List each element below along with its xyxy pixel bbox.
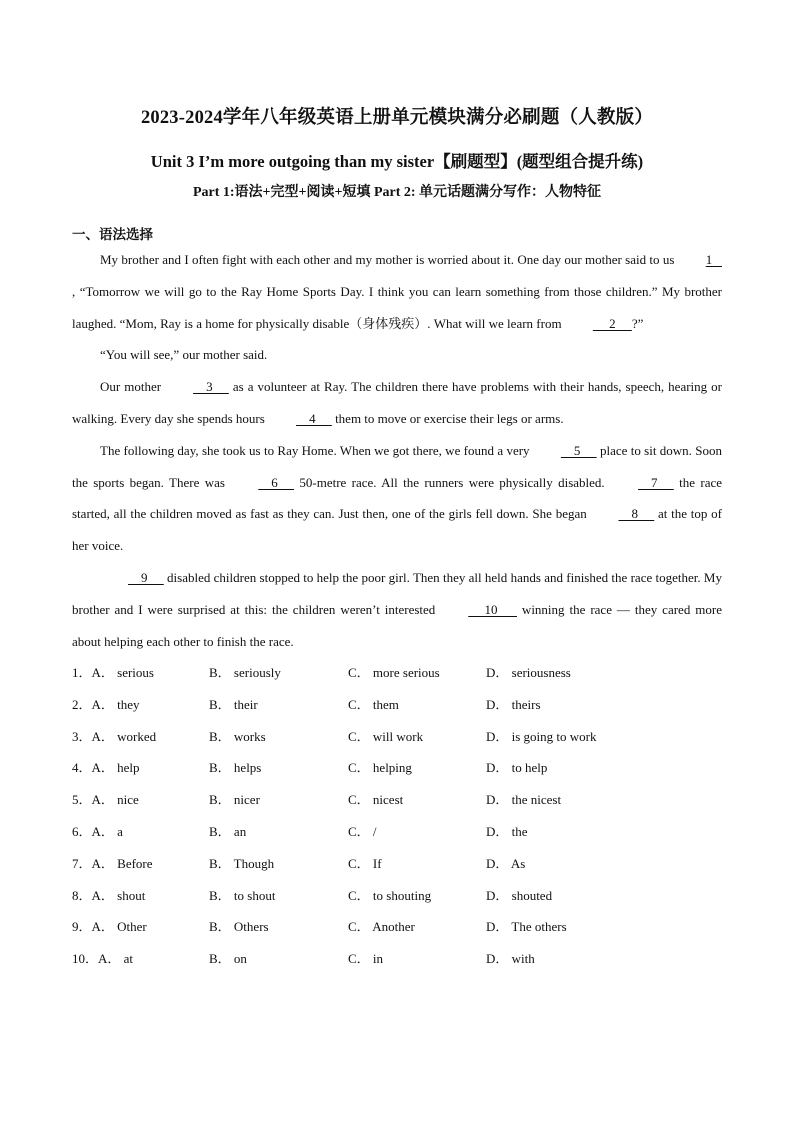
option-a-text: A． shout — [91, 887, 146, 903]
question-row — [72, 848, 722, 880]
option-a — [72, 816, 123, 848]
paragraph-3 — [72, 371, 722, 435]
paragraph-5 — [72, 562, 722, 657]
question-row — [72, 911, 722, 943]
question-row — [72, 880, 722, 912]
option-a-text: A． help — [91, 760, 140, 776]
document-title: 2023-2024学年八年级英语上册单元模块满分必刷题（人教版） — [140, 108, 654, 128]
question-row — [72, 943, 722, 975]
option-d: D． the nicest — [486, 792, 562, 808]
answer-options — [72, 657, 722, 975]
option-d: D． shouted — [486, 887, 553, 903]
option-d: D． to help — [486, 760, 548, 776]
option-a — [72, 943, 133, 975]
option-b: B． works — [209, 728, 266, 744]
option-b: B． helps — [209, 760, 262, 776]
question-number: 9． — [72, 919, 92, 935]
option-c: C． Another — [348, 919, 415, 935]
passage-text: ?” — [631, 315, 644, 331]
option-a-text: A． nice — [91, 792, 139, 808]
option-b: B． to shout — [209, 887, 276, 903]
option-c: C． to shouting — [348, 887, 432, 903]
question-number: 4． — [72, 760, 92, 776]
option-b: B． Though — [209, 855, 275, 871]
reading-passage — [72, 244, 722, 657]
option-a-text: A． serious — [91, 665, 154, 680]
paragraph-1 — [72, 244, 722, 339]
blank-5: 5 — [560, 442, 597, 458]
option-c: C． will work — [348, 728, 424, 744]
option-a — [72, 784, 139, 816]
passage-text: The following day, she took us to Ray Home. When we got there, we found a very — [100, 442, 533, 458]
section-heading: 一、语法选择 — [72, 227, 153, 242]
option-a-text: A． they — [91, 696, 140, 712]
question-number: 6． — [72, 823, 92, 839]
question-number: 5． — [72, 792, 92, 808]
blank-1: 1 — [705, 252, 722, 267]
question-row — [72, 816, 722, 848]
option-c: C． / — [348, 823, 377, 839]
option-a — [72, 689, 140, 721]
option-c: C． nicest — [348, 792, 404, 808]
option-c: C． in — [348, 951, 384, 967]
passage-text: them to move or exercise their legs or arms. — [331, 410, 564, 426]
option-a-text: A． Before — [91, 855, 153, 871]
option-d: D． seriousness — [486, 665, 571, 680]
passage-text: 50-metre race. All the runners were physically disabled. — [294, 474, 611, 490]
passage-text: place to sit down. Soon the sports began. There was — [72, 442, 722, 490]
passage-text: winning the race — they cared more about helping each other to finish the race. — [72, 601, 722, 649]
option-a — [72, 911, 147, 943]
question-row — [72, 721, 722, 753]
question-number: 7． — [72, 855, 92, 871]
question-number: 8． — [72, 887, 92, 903]
option-d: D． The others — [486, 919, 567, 935]
question-number: 2． — [72, 696, 92, 712]
question-row — [72, 752, 722, 784]
option-b: B． an — [209, 823, 247, 839]
paragraph-4 — [72, 435, 722, 562]
passage-text: My brother and I often fight with each other and my mother is worried about it. One day our mother said to us — [100, 252, 678, 267]
option-a-text: A． at — [98, 951, 134, 967]
option-a — [72, 657, 154, 689]
option-a-text: A． worked — [91, 728, 157, 744]
option-b: B． Others — [209, 919, 269, 935]
option-a-text: A． a — [91, 823, 123, 839]
unit-subtitle: Unit 3 I’m more outgoing than my sister【刷题型】(题型组合提升练) — [150, 152, 644, 171]
passage-text: Our mother — [100, 379, 166, 395]
option-a-text: A． Other — [91, 919, 147, 935]
option-b: B． nicer — [209, 792, 260, 808]
blank-3: 3 — [193, 379, 229, 395]
passage-text: the race started, all the children moved as fast as they can. Just then, one of the girls fell down. She began — [72, 474, 723, 522]
paragraph-2: “You will see,” our mother said. — [100, 347, 268, 363]
question-number: 10． — [72, 951, 99, 967]
blank-6: 6 — [258, 474, 295, 490]
option-b: B． their — [209, 696, 258, 712]
question-row — [72, 657, 722, 689]
option-b: B． seriously — [209, 665, 281, 680]
question-row — [72, 784, 722, 816]
passage-text: at the top of her voice. — [72, 506, 722, 554]
passage-text: disabled children stopped to help the poor girl. Then they all held hands and finished the race together. My brother and I were surprised at this: the children weren’t interested — [72, 569, 722, 617]
option-a — [72, 721, 156, 753]
question-number: 3． — [72, 728, 92, 744]
blank-8: 8 — [618, 506, 655, 522]
option-d: D． with — [486, 951, 535, 967]
question-row — [72, 689, 722, 721]
blank-10: 10 — [468, 601, 517, 617]
passage-text: as a volunteer at Ray. The children there have problems with their hands, speech, hearing or walking. Every day she spends hours — [72, 379, 722, 426]
passage-text: , “Tomorrow we will go to the Ray Home Sports Day. I think you can learn something from those children.” My brother laughed. “Mom, Ray is a home for physically disable（身体残疾）. What will we learn from — [72, 283, 722, 331]
option-a — [72, 848, 153, 880]
blank-9: 9 — [128, 569, 164, 585]
parts-line: Part 1:语法+完型+阅读+短填 Part 2: 单元话题满分写作：人物特征 — [192, 185, 602, 200]
option-d: D． As — [486, 855, 526, 871]
option-d: D． is going to work — [486, 728, 597, 744]
option-c: C． more serious — [348, 665, 440, 680]
question-number: 1． — [72, 665, 92, 680]
blank-4: 4 — [296, 410, 332, 426]
option-d: D． theirs — [486, 696, 541, 712]
option-a — [72, 752, 140, 784]
option-d: D． the — [486, 823, 528, 839]
option-b: B． on — [209, 951, 247, 967]
option-a — [72, 880, 145, 912]
blank-7: 7 — [638, 474, 674, 490]
option-c: C． them — [348, 696, 399, 712]
option-c: C． helping — [348, 760, 412, 776]
option-c: C． If — [348, 855, 382, 871]
blank-2: 2 — [592, 315, 632, 331]
